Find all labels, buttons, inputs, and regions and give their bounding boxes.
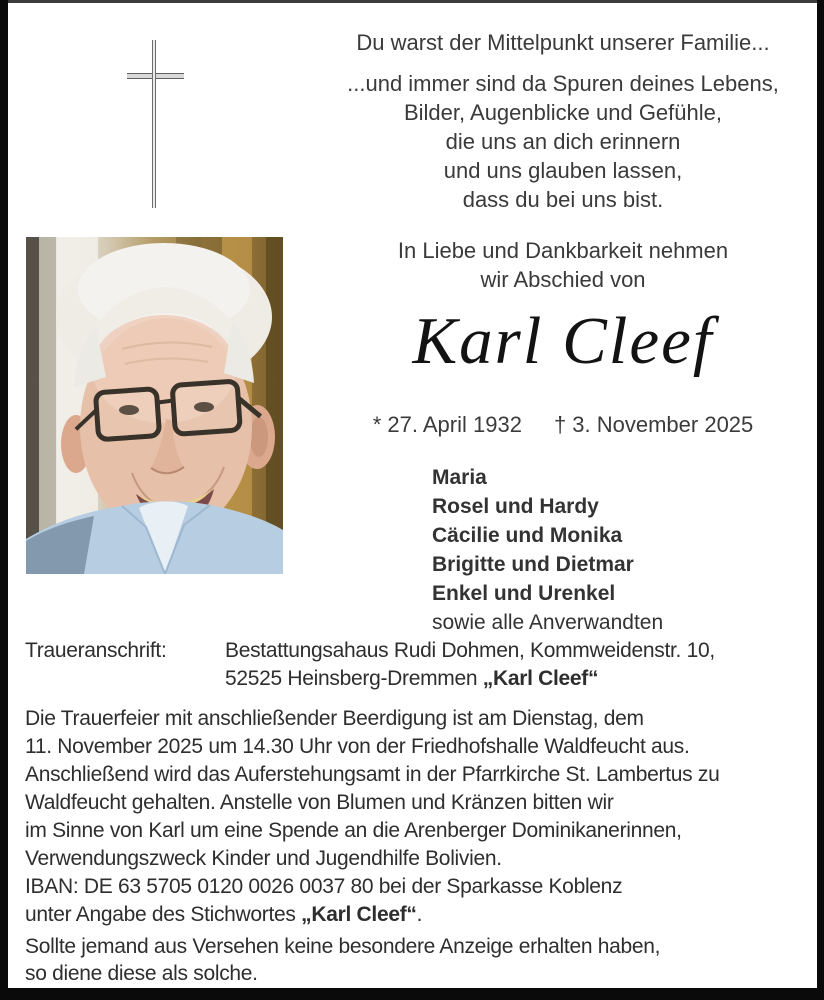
clipping-border-top <box>0 0 824 3</box>
closing-line: Sollte jemand aus Versehen keine besondere Anzeige erhalten haben, <box>25 935 661 958</box>
portrait-photo <box>26 237 283 574</box>
mourning-address-lines <box>225 637 715 693</box>
funeral-line: 11. November 2025 um 14.30 Uhr von der Friedhofshalle Waldfeucht aus. <box>25 735 690 758</box>
funeral-paragraph <box>25 705 810 929</box>
mourners-list <box>310 463 816 637</box>
funeral-line: im Sinne von Karl um eine Spende an die Arenberger Dominikanerinnen, <box>25 819 682 842</box>
clipping-border-right <box>817 0 824 1000</box>
birth-date: * 27. April 1932 <box>372 412 522 437</box>
mourner-name: Brigitte und Dietmar <box>432 553 634 576</box>
funeral-line: IBAN: DE 63 5705 0120 0026 0037 80 bei der Sparkasse Koblenz <box>25 875 623 898</box>
death-date: † 3. November 2025 <box>553 412 754 437</box>
quote-line: dass du bei uns bist. <box>462 187 664 212</box>
notice-right-column <box>310 28 816 637</box>
farewell-text <box>310 236 816 294</box>
mourner-name: Maria <box>432 466 487 489</box>
farewell-line: In Liebe und Dankbarkeit nehmen <box>397 238 729 263</box>
life-dates <box>310 410 816 439</box>
mourners-suffix: sowie alle Anverwandten <box>432 611 664 634</box>
funeral-details-block <box>25 637 810 987</box>
stichwort-suffix: . <box>416 903 423 926</box>
clipping-border-left <box>0 0 8 1000</box>
mourning-address <box>25 637 810 693</box>
address-keyword: „Karl Cleef“ <box>482 667 599 690</box>
closing-note <box>25 933 810 987</box>
funeral-line: Waldfeucht gehalten. Anstelle von Blumen und Kränzen bitten wir <box>25 791 614 814</box>
cross-vertical-bar <box>152 40 156 208</box>
mourner-name: Cäcilie und Monika <box>432 524 623 547</box>
funeral-line: Die Trauerfeier mit anschließender Beerdigung ist am Dienstag, dem <box>25 707 644 730</box>
mourner-name: Enkel und Urenkel <box>432 582 616 605</box>
funeral-line: Verwendungszweck Kinder und Jugendhilfe Bolivien. <box>25 847 502 870</box>
deceased-name: Karl Cleef <box>412 304 714 378</box>
mourner-name: Rosel und Hardy <box>432 495 599 518</box>
quote-line: Du warst der Mittelpunkt unserer Familie... <box>356 30 770 55</box>
quote-line: und uns glauben lassen, <box>443 158 683 183</box>
address-line <box>225 665 715 693</box>
quote-line: ...und immer sind da Spuren deines Lebens, <box>347 71 779 96</box>
address-city: 52525 Heinsberg-Dremmen <box>225 667 483 690</box>
mourning-address-label: Traueranschrift: <box>25 639 167 662</box>
farewell-line: wir Abschied von <box>480 267 646 292</box>
quote-line: Bilder, Augenblicke und Gefühle, <box>403 100 722 125</box>
stichwort-prefix: unter Angabe des Stichwortes <box>25 903 302 926</box>
opening-quote <box>310 28 816 214</box>
stichwort-keyword: „Karl Cleef“ <box>301 903 417 926</box>
funeral-line-stichwort <box>25 901 810 929</box>
portrait-illustration <box>26 237 283 574</box>
closing-line: so diene diese als solche. <box>25 962 258 985</box>
quote-line: die uns an dich erinnern <box>445 129 681 154</box>
address-line: Bestattungsahaus Rudi Dohmen, Kommweidenstr. 10, <box>225 639 715 662</box>
funeral-line: Anschließend wird das Auferstehungsamt in der Pfarrkirche St. Lambertus zu <box>25 763 720 786</box>
clipping-border-bottom <box>0 988 824 1000</box>
